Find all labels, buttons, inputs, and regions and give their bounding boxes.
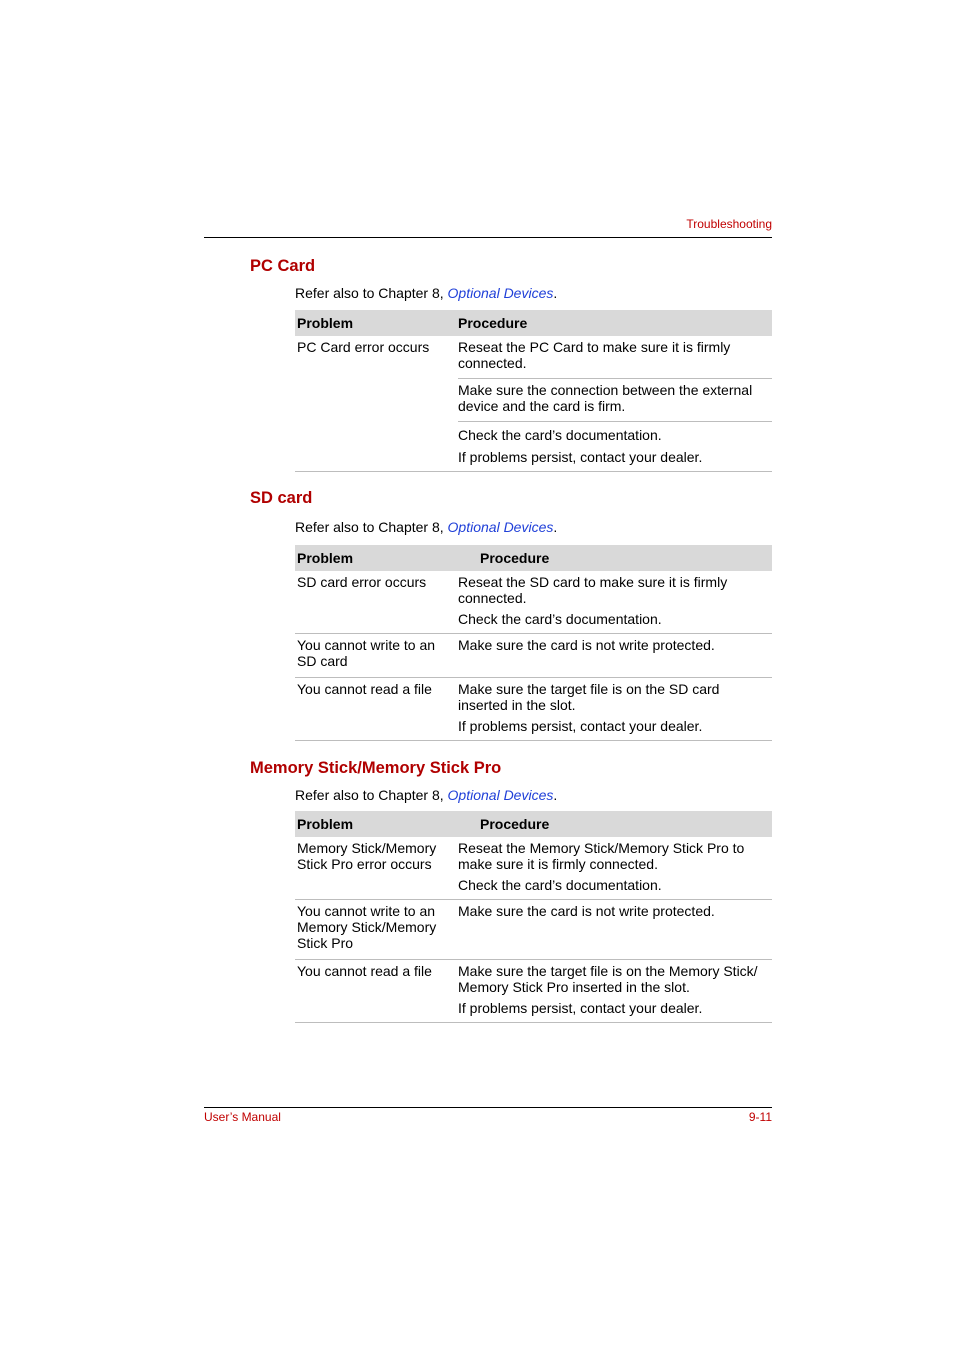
problem-cell: PC Card error occurs bbox=[295, 336, 456, 472]
procedure-step: Check the card’s documentation. bbox=[458, 421, 772, 446]
procedure-cell bbox=[456, 571, 772, 634]
procedure-step: Check the card’s documentation. bbox=[458, 877, 662, 893]
procedure-step: Make sure the connection between the external device and the card is firm. bbox=[458, 378, 772, 421]
problem-cell: You cannot write to an Memory Stick/Memory Stick Pro bbox=[295, 900, 456, 960]
section-title-sd-card: SD card bbox=[250, 489, 313, 507]
refer-text: Refer also to Chapter 8, bbox=[295, 285, 448, 301]
table-row bbox=[295, 634, 772, 678]
table-row bbox=[295, 900, 772, 960]
refer-note bbox=[295, 285, 557, 301]
table-row bbox=[295, 336, 772, 472]
problem-cell: You cannot write to an SD card bbox=[295, 634, 456, 678]
procedure-cell bbox=[456, 960, 772, 1023]
section-title-pc-card: PC Card bbox=[250, 257, 316, 275]
refer-suffix: . bbox=[553, 285, 558, 301]
table-row bbox=[295, 571, 772, 634]
footer-rule bbox=[204, 1107, 772, 1108]
col-header-problem: Problem bbox=[295, 811, 456, 837]
col-header-procedure: Procedure bbox=[456, 310, 772, 336]
procedure-cell bbox=[456, 336, 772, 472]
col-header-problem: Problem bbox=[295, 310, 456, 336]
procedure-cell bbox=[456, 837, 772, 900]
running-header: Troubleshooting bbox=[686, 217, 772, 231]
procedure-cell bbox=[456, 634, 772, 678]
problem-cell: You cannot read a file bbox=[295, 678, 456, 741]
refer-text: Refer also to Chapter 8, bbox=[295, 787, 448, 803]
procedure-cell bbox=[456, 900, 772, 960]
procedure-step: If problems persist, contact your dealer. bbox=[458, 1000, 703, 1016]
col-header-procedure: Procedure bbox=[456, 811, 772, 837]
procedure-step: Make sure the card is not write protected. bbox=[458, 903, 715, 919]
optional-devices-link[interactable]: Optional Devices bbox=[447, 787, 554, 803]
optional-devices-link[interactable]: Optional Devices bbox=[447, 285, 554, 301]
problem-cell: SD card error occurs bbox=[295, 571, 456, 634]
footer-manual-title: User’s Manual bbox=[204, 1110, 281, 1124]
problem-cell: Memory Stick/Memory Stick Pro error occurs bbox=[295, 837, 456, 900]
section-title-memory-stick: Memory Stick/Memory Stick Pro bbox=[250, 759, 502, 777]
memory-stick-table bbox=[295, 811, 772, 1023]
sd-card-table bbox=[295, 545, 772, 741]
refer-suffix: . bbox=[553, 787, 558, 803]
table-row bbox=[295, 837, 772, 900]
procedure-step: Make sure the card is not write protected. bbox=[458, 637, 715, 653]
header-rule bbox=[204, 237, 772, 238]
procedure-cell bbox=[456, 678, 772, 741]
procedure-step: If problems persist, contact your dealer. bbox=[458, 449, 703, 465]
table-row bbox=[295, 960, 772, 1023]
problem-cell: You cannot read a file bbox=[295, 960, 456, 1023]
procedure-step: Make sure the target file is on the Memory Stick/ Memory Stick Pro inserted in the slot. bbox=[458, 963, 758, 995]
procedure-step: Reseat the PC Card to make sure it is firmly connected. bbox=[458, 339, 731, 371]
pc-card-table bbox=[295, 310, 772, 472]
procedure-step: Make sure the target file is on the SD card inserted in the slot. bbox=[458, 681, 720, 713]
refer-text: Refer also to Chapter 8, bbox=[295, 519, 448, 535]
refer-suffix: . bbox=[553, 519, 558, 535]
procedure-step: If problems persist, contact your dealer. bbox=[458, 718, 703, 734]
table-row bbox=[295, 678, 772, 741]
col-header-procedure: Procedure bbox=[456, 545, 772, 571]
refer-note bbox=[295, 519, 557, 535]
optional-devices-link[interactable]: Optional Devices bbox=[447, 519, 554, 535]
procedure-step: Check the card’s documentation. bbox=[458, 611, 662, 627]
procedure-step: Reseat the Memory Stick/Memory Stick Pro to make sure it is firmly connected. bbox=[458, 840, 745, 872]
col-header-problem: Problem bbox=[295, 545, 456, 571]
page-number: 9-11 bbox=[748, 1110, 772, 1124]
procedure-step: Reseat the SD card to make sure it is firmly connected. bbox=[458, 574, 728, 606]
refer-note bbox=[295, 787, 557, 803]
